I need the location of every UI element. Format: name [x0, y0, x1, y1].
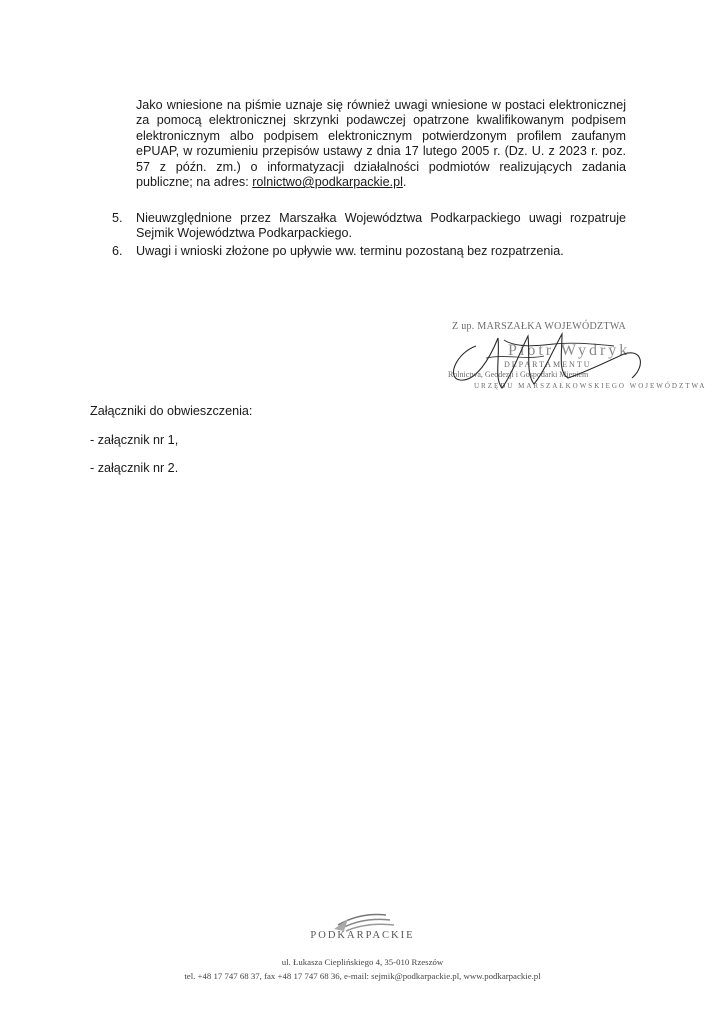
- stamp-line-office: URZĘDU MARSZAŁKOWSKIEGO WOJEWÓDZTWA: [474, 382, 707, 390]
- stamp-line-name: Piotr Wydryk: [508, 342, 631, 359]
- handwritten-signature-icon: [446, 318, 656, 408]
- list-item-number: 5.: [112, 211, 123, 225]
- email-link[interactable]: rolnictwo@podkarpackie.pl: [252, 175, 403, 190]
- stamp-line-authority: Z up. MARSZAŁKA WOJEWÓDZTWA: [452, 321, 627, 332]
- stamp-line-unit: Rolnictwa, Geodezji i Gospodarki Mieniem: [448, 370, 589, 379]
- signature-stamp: [446, 318, 707, 408]
- attachment-item: - załącznik nr 1,: [90, 433, 179, 447]
- footer-address: ul. Łukasza Cieplińskiego 4, 35-010 Rzeszów: [281, 957, 444, 967]
- list-item-text: Uwagi i wnioski złożone po upływie ww. terminu pozostaną bez rozpatrzenia.: [136, 244, 564, 258]
- list-item-text: Nieuwzględnione przez Marszałka Województwa Podkarpackiego uwagi rozpatruje Sejmik Województwa Podkarpackiego.: [136, 211, 626, 241]
- attachments-title: Załączniki do obwieszczenia:: [90, 404, 253, 418]
- paragraph-text: Jako wniesione na piśmie uznaje się również uwagi wniesione w postaci elektronicznej za pomocą elektronicznej skrzynki podawczej opatrzone kwalifikowanym podpisem elektronicznym albo podpisem elektronicznym potwierdzonym profilem zaufanym ePUAP, w rozumieniu przepisów ustawy z dnia 17 lutego 2005 r. (Dz. U. z 2023 r. poz. 57 z późn. zm.) o informatyzacji działalności podmiotów realizujących zadania publiczne; na adres:: [136, 98, 626, 190]
- list-item-number: 6.: [112, 244, 123, 258]
- logo-text: PODKARPACKIE: [310, 930, 415, 941]
- attachment-item: - załącznik nr 2.: [90, 461, 179, 475]
- epuap-paragraph: [136, 98, 626, 190]
- footer-contact: tel. +48 17 747 68 37, fax +48 17 747 68 36, e-mail: sejmik@podkarpackie.pl, www.podkarpackie.pl: [184, 971, 541, 981]
- paragraph-tail: .: [402, 175, 407, 190]
- stamp-line-department: DEPARTAMENTU: [504, 360, 592, 369]
